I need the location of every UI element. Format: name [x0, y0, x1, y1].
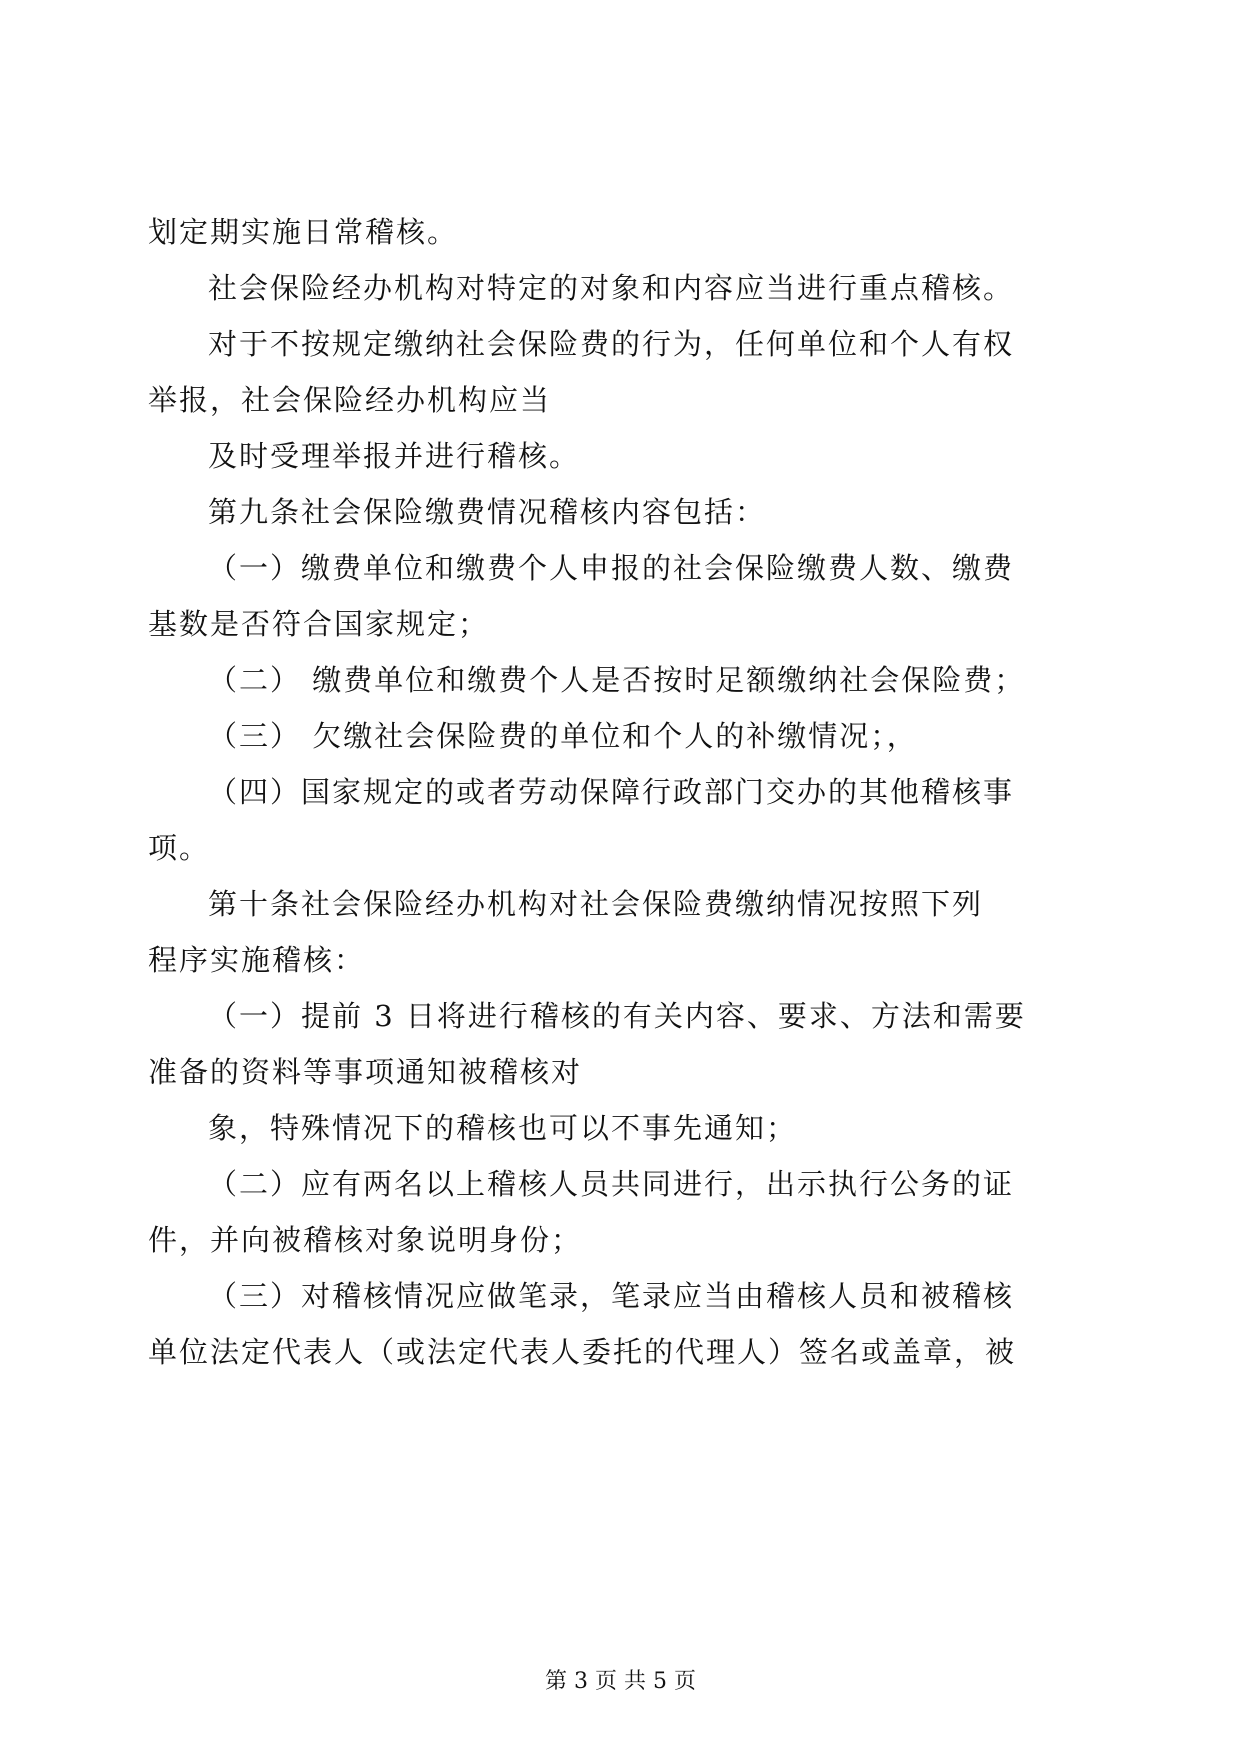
text-line: 单位法定代表人（或法定代表人委托的代理人）签名或盖章，被 [148, 1335, 1017, 1369]
text-line: 第九条社会保险缴费情况稽核内容包括： [208, 495, 767, 529]
text-line: 社会保险经办机构对特定的对象和内容应当进行重点稽核。 [208, 271, 1015, 305]
text-line: 第十条社会保险经办机构对社会保险费缴纳情况按照下列 [208, 887, 984, 921]
text-line: 象，特殊情况下的稽核也可以不事先通知； [208, 1111, 798, 1145]
text-line: 举报，社会保险经办机构应当 [148, 383, 552, 417]
text-line: （三）对稽核情况应做笔录，笔录应当由稽核人员和被稽核 [208, 1279, 1015, 1313]
text-line: 项。 [148, 831, 211, 865]
text-line: （一）缴费单位和缴费个人申报的社会保险缴费人数、缴费 [208, 551, 1015, 585]
text-line: （一）提前 3 日将进行稽核的有关内容、要求、方法和需要 [208, 999, 1026, 1033]
text-line: 划定期实施日常稽核。 [148, 215, 459, 249]
text-line: 基数是否符合国家规定； [148, 607, 490, 641]
text-line: 程序实施稽核： [148, 943, 366, 977]
text-line: （三） 欠缴社会保险费的单位和个人的补缴情况；， [208, 719, 918, 753]
text-line: （二） 缴费单位和缴费个人是否按时足额缴纳社会保险费； [208, 663, 1026, 697]
text-line: （二）应有两名以上稽核人员共同进行，出示执行公务的证 [208, 1167, 1015, 1201]
page-number-footer: 第 3 页 共 5 页 [545, 1669, 696, 1694]
text-line: 及时受理举报并进行稽核。 [208, 439, 581, 473]
text-line: 件，并向被稽核对象说明身份； [148, 1223, 583, 1257]
text-line: 对于不按规定缴纳社会保险费的行为，任何单位和个人有权 [208, 327, 1015, 361]
text-line: 准备的资料等事项通知被稽核对 [148, 1055, 583, 1089]
text-line: （四）国家规定的或者劳动保障行政部门交办的其他稽核事 [208, 775, 1015, 809]
